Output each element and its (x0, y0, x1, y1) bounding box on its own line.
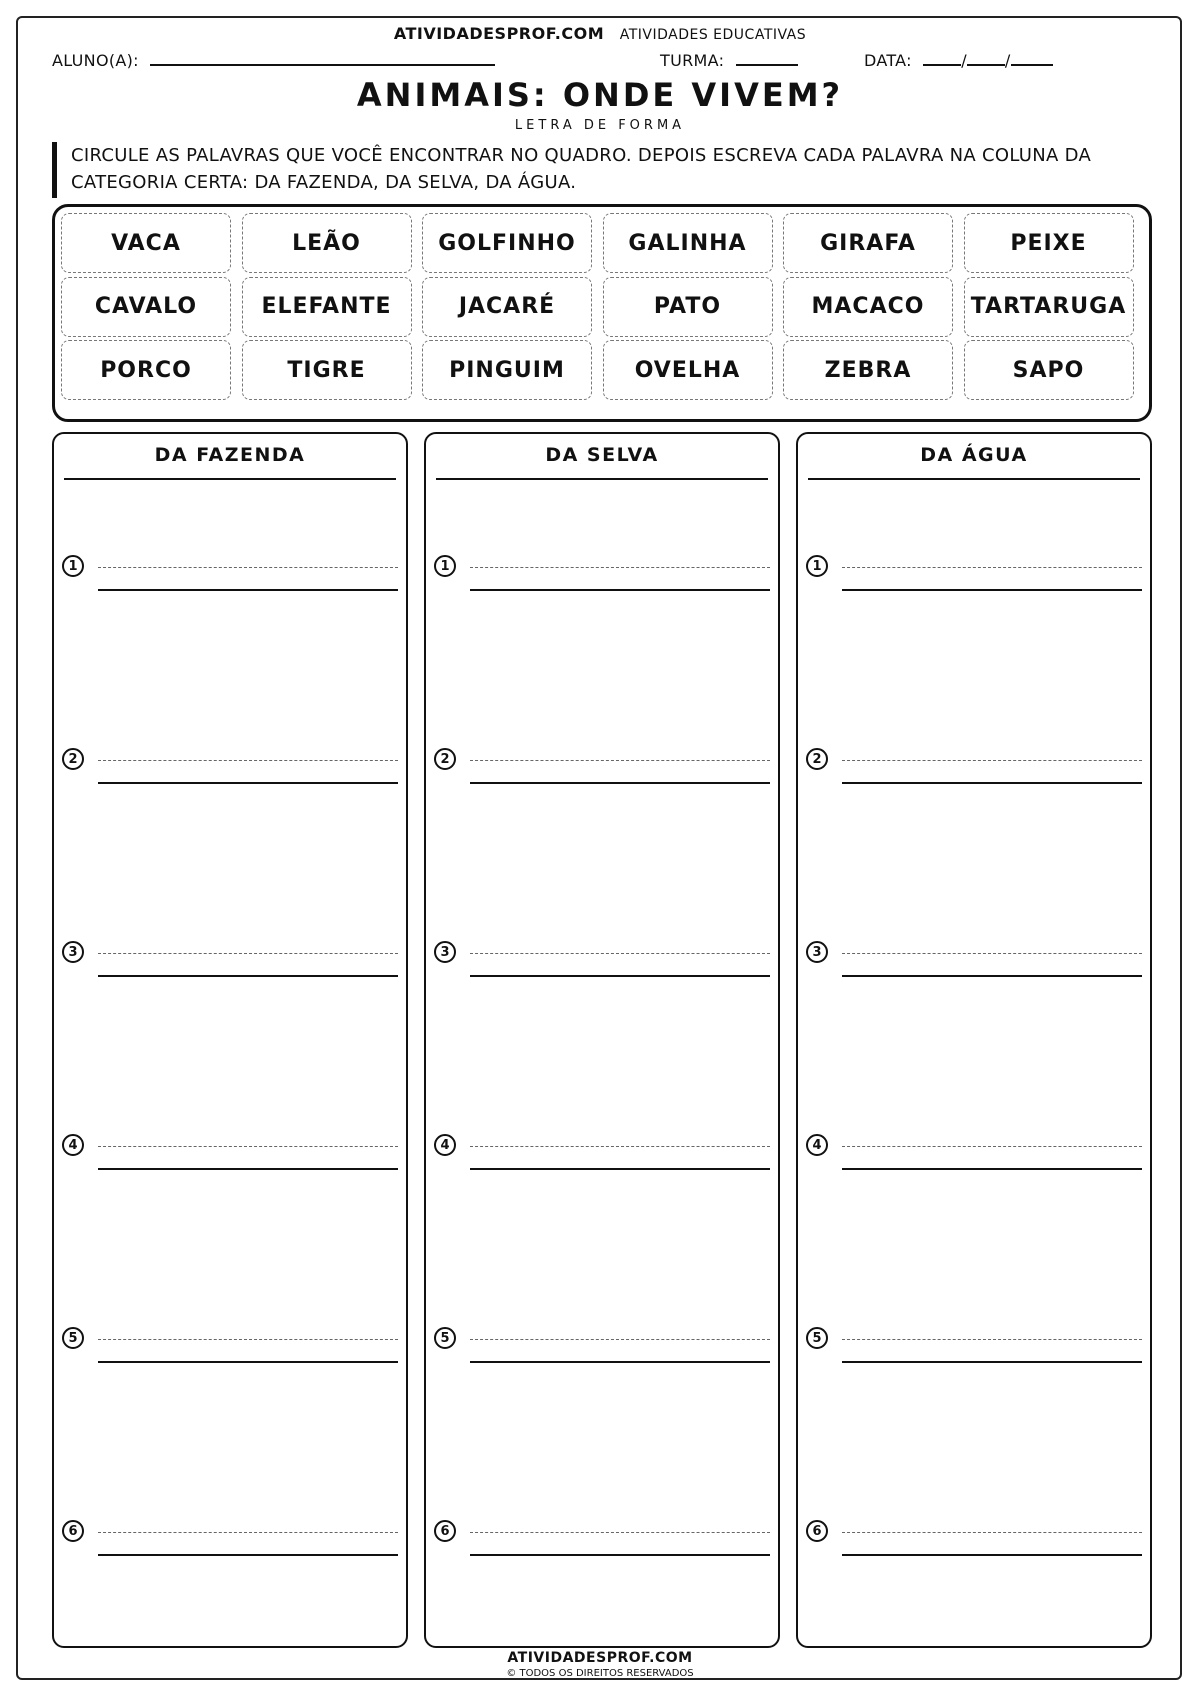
word-cell[interactable]: ZEBRA (783, 340, 953, 400)
date-field[interactable] (864, 50, 1053, 70)
answer-row[interactable] (62, 1520, 398, 1560)
site-subtitle: ATIVIDADES EDUCATIVAS (619, 27, 807, 43)
answer-number: 1 (434, 555, 456, 577)
answer-row[interactable] (434, 555, 770, 595)
column-title-underline (436, 478, 768, 480)
answer-number: 2 (62, 748, 84, 770)
date-year-blank[interactable] (1011, 50, 1053, 66)
word-cell[interactable]: ELEFANTE (242, 277, 412, 337)
answer-row[interactable] (806, 1327, 1142, 1367)
writing-line[interactable] (470, 1168, 770, 1170)
student-label: ALUNO(A): (52, 51, 139, 70)
word-cell[interactable]: MACACO (783, 277, 953, 337)
writing-line[interactable] (842, 975, 1142, 977)
column-title: DA SELVA (545, 444, 659, 466)
writing-line[interactable] (98, 1168, 398, 1170)
word-cell[interactable]: OVELHA (603, 340, 773, 400)
date-month-blank[interactable] (967, 50, 1005, 66)
answer-row[interactable] (434, 748, 770, 788)
footer-site: ATIVIDADESPROF.COM (507, 1650, 693, 1666)
answer-number: 3 (806, 941, 828, 963)
answer-number: 3 (62, 941, 84, 963)
answer-row[interactable] (62, 555, 398, 595)
dashed-guide-line (98, 1146, 398, 1147)
dashed-guide-line (470, 760, 770, 761)
answer-number: 6 (62, 1520, 84, 1542)
writing-line[interactable] (98, 782, 398, 784)
word-cell[interactable]: PEIXE (964, 213, 1134, 273)
answer-number: 5 (806, 1327, 828, 1349)
answer-row[interactable] (62, 748, 398, 788)
footer (0, 1650, 1200, 1679)
answer-number: 5 (434, 1327, 456, 1349)
writing-line[interactable] (470, 975, 770, 977)
dashed-guide-line (470, 953, 770, 954)
student-blank[interactable] (150, 50, 495, 66)
word-cell[interactable]: PINGUIM (422, 340, 592, 400)
answer-number: 2 (434, 748, 456, 770)
class-blank[interactable] (736, 50, 798, 66)
dashed-guide-line (470, 1339, 770, 1340)
word-cell[interactable]: PATO (603, 277, 773, 337)
answer-row[interactable] (806, 748, 1142, 788)
student-field[interactable] (52, 50, 495, 70)
instructions: CIRCULE AS PALAVRAS QUE VOCÊ ENCONTRAR NO QUADRO. DEPOIS ESCREVA CADA PALAVRA NA COLUNA DA CATEGORIA CERTA: DA FAZENDA, DA SELVA, DA ÁGUA. (52, 142, 1152, 198)
answer-row[interactable] (806, 1520, 1142, 1560)
answer-number: 4 (434, 1134, 456, 1156)
writing-line[interactable] (470, 589, 770, 591)
writing-line[interactable] (842, 589, 1142, 591)
site-name: ATIVIDADESPROF.COM (393, 24, 605, 43)
column-title: DA ÁGUA (920, 444, 1028, 466)
answer-number: 5 (62, 1327, 84, 1349)
dashed-guide-line (842, 1339, 1142, 1340)
column-title-underline (808, 478, 1140, 480)
dashed-guide-line (98, 953, 398, 954)
answer-row[interactable] (62, 1327, 398, 1367)
writing-line[interactable] (842, 1554, 1142, 1556)
word-cell[interactable]: GALINHA (603, 213, 773, 273)
dashed-guide-line (842, 760, 1142, 761)
answer-number: 4 (806, 1134, 828, 1156)
dashed-guide-line (470, 1146, 770, 1147)
site-header (0, 24, 1200, 43)
date-day-blank[interactable] (923, 50, 961, 66)
writing-line[interactable] (470, 1554, 770, 1556)
word-cell[interactable]: TARTARUGA (964, 277, 1134, 337)
class-label: TURMA: (660, 51, 725, 70)
word-bank (52, 204, 1152, 422)
writing-line[interactable] (842, 1361, 1142, 1363)
dashed-guide-line (842, 1532, 1142, 1533)
class-field[interactable] (660, 50, 798, 70)
word-cell[interactable]: TIGRE (242, 340, 412, 400)
word-cell[interactable]: VACA (61, 213, 231, 273)
footer-rights: © TODOS OS DIREITOS RESERVADOS (506, 1668, 694, 1679)
page-title: ANIMAIS: ONDE VIVEM? (356, 76, 844, 114)
student-info-row (52, 50, 1152, 76)
answer-number: 6 (434, 1520, 456, 1542)
answer-row[interactable] (434, 1520, 770, 1560)
column-title: DA FAZENDA (154, 444, 306, 466)
answer-row[interactable] (62, 941, 398, 981)
category-column (52, 432, 408, 1648)
dashed-guide-line (470, 567, 770, 568)
answer-row[interactable] (434, 1327, 770, 1367)
writing-line[interactable] (98, 589, 398, 591)
answer-row[interactable] (434, 1134, 770, 1174)
writing-line[interactable] (842, 1168, 1142, 1170)
dashed-guide-line (98, 1339, 398, 1340)
word-cell[interactable]: SAPO (964, 340, 1134, 400)
writing-line[interactable] (470, 782, 770, 784)
answer-number: 2 (806, 748, 828, 770)
answer-number: 1 (806, 555, 828, 577)
dashed-guide-line (842, 567, 1142, 568)
writing-line[interactable] (98, 1361, 398, 1363)
dashed-guide-line (98, 1532, 398, 1533)
date-label: DATA: (864, 51, 912, 70)
writing-line[interactable] (470, 1361, 770, 1363)
word-cell[interactable]: PORCO (61, 340, 231, 400)
writing-line[interactable] (98, 1554, 398, 1556)
date-separator: / (1004, 51, 1011, 70)
category-column (796, 432, 1152, 1648)
answer-number: 4 (62, 1134, 84, 1156)
word-cell[interactable]: GIRAFA (783, 213, 953, 273)
writing-line[interactable] (98, 975, 398, 977)
page-subtitle: LETRA DE FORMA (514, 118, 686, 133)
answer-row[interactable] (806, 1134, 1142, 1174)
dashed-guide-line (98, 760, 398, 761)
writing-line[interactable] (842, 782, 1142, 784)
answer-number: 1 (62, 555, 84, 577)
word-cell[interactable]: JACARÉ (422, 277, 592, 337)
dashed-guide-line (98, 567, 398, 568)
word-cell[interactable]: LEÃO (242, 213, 412, 273)
answer-row[interactable] (434, 941, 770, 981)
date-separator: / (961, 51, 967, 70)
answer-row[interactable] (62, 1134, 398, 1174)
word-cell[interactable]: CAVALO (61, 277, 231, 337)
category-column (424, 432, 780, 1648)
answer-row[interactable] (806, 555, 1142, 595)
dashed-guide-line (842, 1146, 1142, 1147)
dashed-guide-line (470, 1532, 770, 1533)
column-title-underline (64, 478, 396, 480)
dashed-guide-line (842, 953, 1142, 954)
answer-number: 3 (434, 941, 456, 963)
answer-row[interactable] (806, 941, 1142, 981)
word-cell[interactable]: GOLFINHO (422, 213, 592, 273)
answer-number: 6 (806, 1520, 828, 1542)
